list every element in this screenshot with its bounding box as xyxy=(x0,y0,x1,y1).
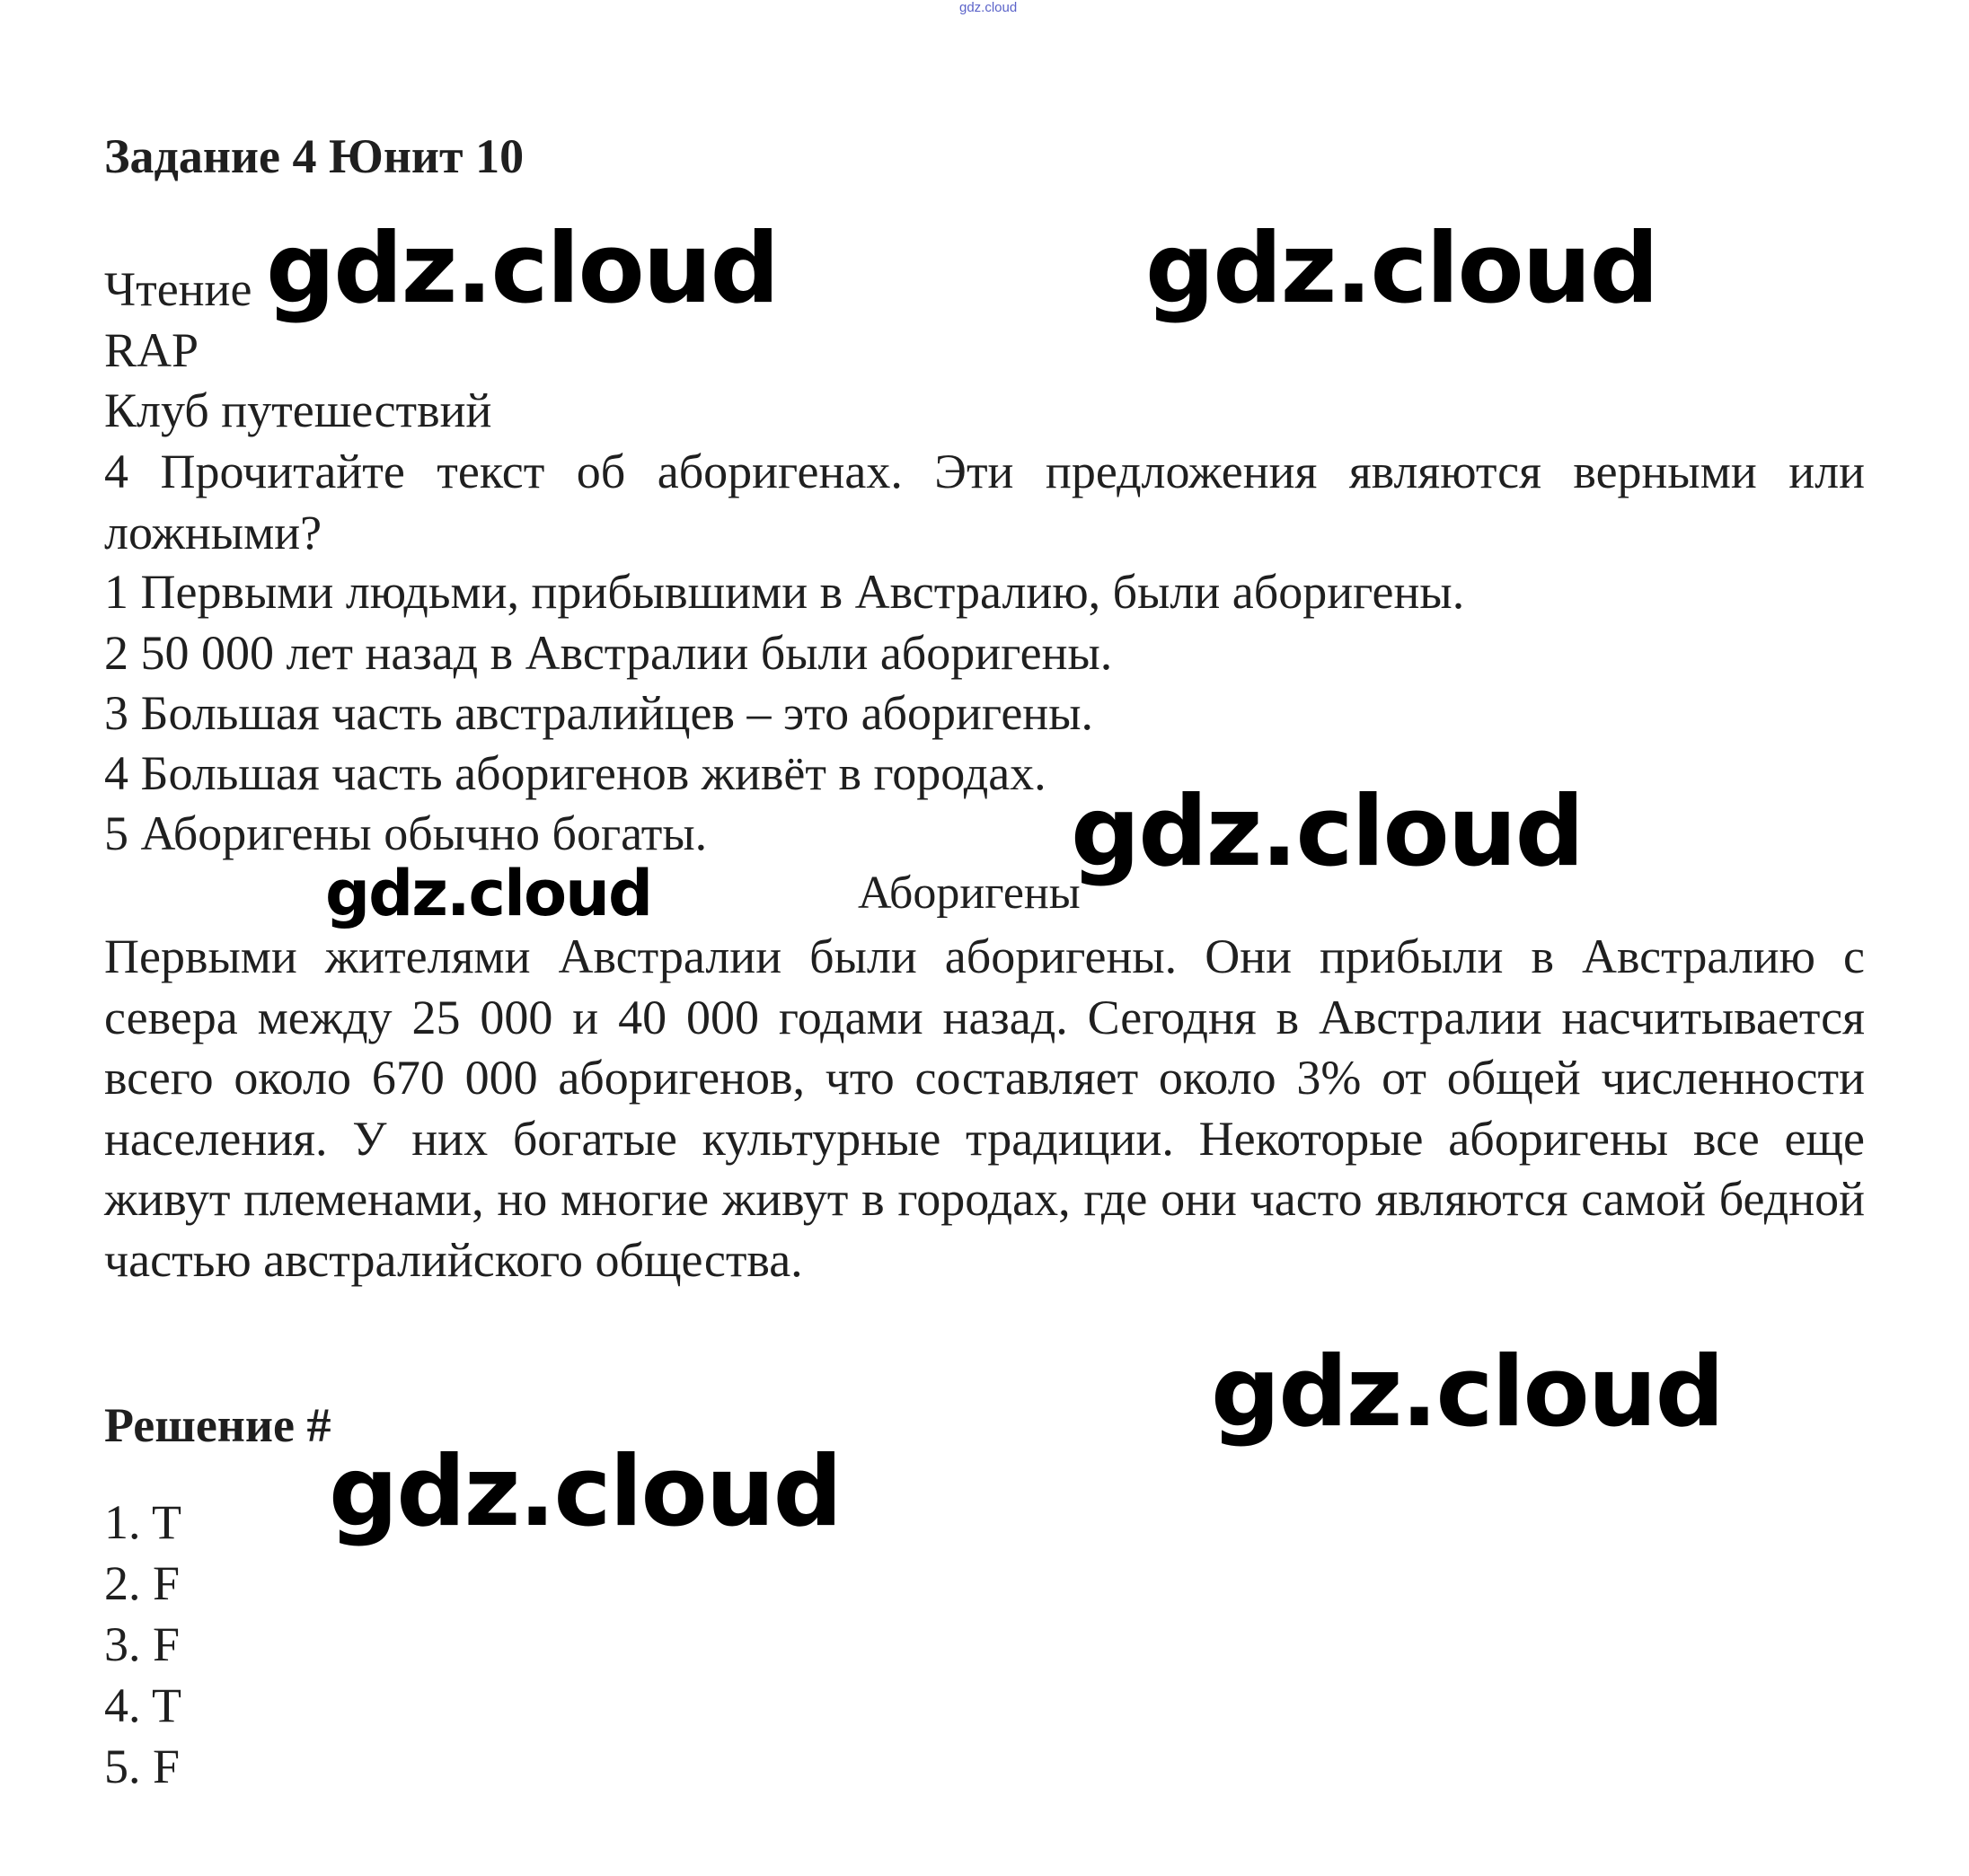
statement-1: 1 Первыми людьми, прибывшими в Австралию, были аборигены. xyxy=(104,565,1465,619)
solution-heading: Решение # xyxy=(104,1398,331,1452)
subsection-label: RAP xyxy=(104,323,199,377)
statement-5: 5 Аборигены обычно богаты. xyxy=(104,806,708,860)
watermark: gdz.cloud xyxy=(266,213,778,325)
watermark: gdz.cloud xyxy=(1211,1336,1723,1449)
club-label: Клуб путешествий xyxy=(104,383,492,437)
text-body: Первыми жителями Австралии были аборигены. Они прибыли в Австралию с севера между 25 000 и 40 000 годами назад. Сегодня в Австралии насчитывается всего около 670 000 аборигенов, что составляет около 3% от общей численности населения. У них богатые культурные традиции. Некоторые аборигены все еще живут племенами, но многие живут в городах, где они часто являются самой бедной частью австралийского общества. xyxy=(104,929,1865,1287)
top-watermark-link[interactable]: gdz.cloud xyxy=(959,0,1018,15)
text-title: Аборигены xyxy=(858,868,1081,919)
answer-2: 2. F xyxy=(104,1556,181,1610)
answer-4: 4. T xyxy=(104,1678,182,1732)
statement-2: 2 50 000 лет назад в Австралии были аборигены. xyxy=(104,626,1113,680)
answer-5: 5. F xyxy=(104,1739,181,1793)
statement-4: 4 Большая часть аборигенов живёт в городах. xyxy=(104,746,1046,800)
watermark: gdz.cloud xyxy=(329,1436,841,1548)
watermark: gdz.cloud xyxy=(1145,213,1657,325)
page-title: Задание 4 Юнит 10 xyxy=(104,129,525,183)
answer-3: 3. F xyxy=(104,1617,181,1671)
watermark: gdz.cloud xyxy=(325,857,652,930)
task-instruction: 4 Прочитайте текст об аборигенах. Эти предложения являются верными или ложными? xyxy=(104,445,1865,559)
section-label: Чтение xyxy=(104,262,252,316)
answer-1: 1. T xyxy=(104,1495,182,1549)
statement-3: 3 Большая часть австралийцев – это аборигены. xyxy=(104,686,1093,740)
watermark: gdz.cloud xyxy=(1071,776,1583,888)
